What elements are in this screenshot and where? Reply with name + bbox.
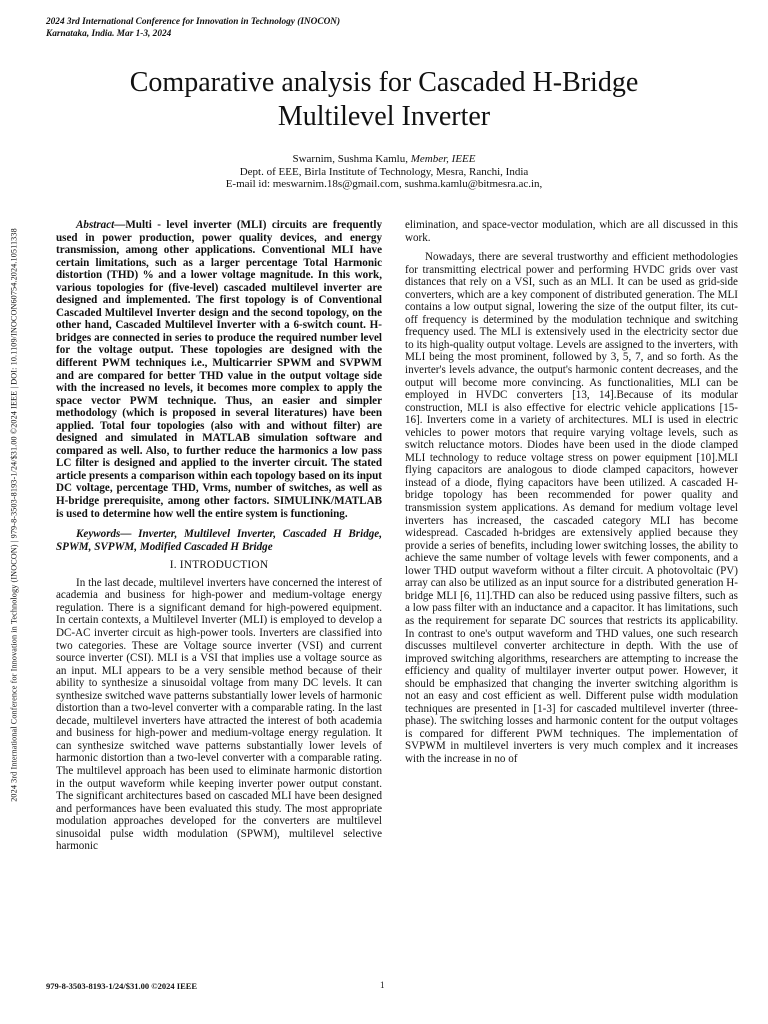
author-names: Swarnim, Sushma Kamlu,: [292, 153, 411, 165]
author-affiliation: Dept. of EEE, Birla Institute of Technology, Mesra, Ranchi, India: [239, 165, 529, 178]
author-role: Member, IEEE: [410, 153, 476, 165]
author-block: [100, 153, 668, 191]
intro-paragraph-2: Nowadays, there are several trustworthy and efficient methodologies for transmitting electrical power and performing HVDC grids over vast distances that rely on a VSI, such as an MLI. It can be used as grid-side converters, which are a key component of distributed generation. The MLI contains a low output signal, lowering the size of the output filter, its cut-off frequency is determined by the modulation technique and switching frequency used. The MLI is extensively used in the electricity sector due to its high-quality output voltage. Levels are assigned to the inverters, with MLI being the most prominent, followed by 3, 5, 7, and so forth. As the inverter's levels advance, the output's harmonic content decreases, and the output will become more convincing. As functionalities, MLI can be employed in HVDC converters [13, 14].Because of its modular construction, MLI is also effective for electric vehicle applications [15-16]. Inverters come in a variety of architectures. MLI is used in electric vehicles to power motors that require varying voltage levels, such as switch reluctance motors. Diodes have been used in the diode clamped MLI technology to reduce voltage stress on power equipment [10].MLI flying capacitors are analogous to diode clamped capacitors, however instead of a diode, flying capacitors have been utilized. A cascaded H-bridge topology has been recommended for power quality and transmission system applications. As demand for medium voltage level inverters has increased, the cascaded category MLI has become widespread. Cascaded h-bridges are extensively applied because they provide a series of benefits, including lower switching losses, the ability to achieve the same number of voltage levels with fewer components, and a lower THD output waveform without a filter circuit. A photovoltaic (PV) array can also be utilized as an input source for a distributed generation H-bridge MLI [6, 11].THD can also be reduced using passive filters, such as a low pass filter with an inductance and a capacitor. It has limitations, such as the requirement for separate DC sources that restricts its applicability. In contrast to one's output waveform and THD values, one such research discusses multilevel converter architecture in depth. With the use of improved switching algorithms, researchers are attempting to increase the efficiency and quality of multilayer inverter output power. However, it should be emphasized that changing the inverter switching algorithm is not an easy and cost efficient as well. Different pulse width modulation techniques are presented in [1-3] for cascaded multilevel inverter (three- phase). The switching losses and harmonic content for the output voltages is compared for different PWM techniques. The implementation of SVPWM in multilevel inverters is very much complex and it increases with the increase in no of: [405, 251, 738, 765]
conference-name: 2024 3rd International Conference for Innovation in Technology (INOCON): [46, 17, 341, 27]
paper-title: [60, 66, 708, 134]
page-number: 1: [380, 980, 385, 990]
title-line-1: Comparative analysis for Cascaded H-Bridge: [129, 67, 639, 98]
doi-sidebar: [2, 180, 26, 850]
right-column: [405, 219, 738, 766]
intro-paragraph-1: In the last decade, multilevel inverters have concerned the interest of academia and business for high-power and medium-voltage energy regulation. There is a significant demand for high-powered equipment. In certain contexts, a Multilevel Inverter (MLI) is employed to develop a DC-AC inverter circuit as high-power tools. Inverters are classified into two categories. These are Voltage source inverter (VSI) and current source inverter (CSI). MLI is a VSI that implies use a voltage source as an input. MLI appears to be a very sensible method because of their ability to synthesize a sinusoidal voltage from many DC levels. It can synthesize switched wave patterns substantially lower levels of harmonic distortion than a two-level converter with a comparable rating. In the last decade, multilevel inverters have attracted the interest of both academia and business for high-power and medium-voltage energy regulation. It can synthesize switched wave patterns substantially lower levels of harmonic distortion than a two-level converter with a comparable rating. The multilevel approach has been used to eliminate harmonic distortion in the output waveform while keeping inverter power output constant. The significant architectures based on cascaded MLI have been designed and performances have been evaluated this study. The most appropriate modulation approaches developed for the converters are multilevel sinusoidal pulse width modulation (SPWM), multilevel selective harmonic: [56, 576, 382, 853]
keywords: Keywords— Inverter, Multilevel Inverter, Cascaded H Bridge, SPWM, SVPWM, Modified Cascaded H Bridge: [56, 528, 382, 553]
conference-header: [46, 17, 340, 40]
intro-paragraph-1-continued: elimination, and space-vector modulation, which are all discussed in this work.: [405, 219, 738, 244]
doi-sidebar-text: 2024 3rd International Conference for Innovation in Technology (INOCON) | 979-8-3503-8193-1/24/$31.00 ©2024 IEEE | DOI: 10.1109/INOCON60754.2024.10511338: [9, 228, 19, 802]
left-column: [56, 219, 382, 853]
author-email: E-mail id: meswarnim.18s@gmail.com, sushma.kamlu@bitmesra.ac.in,: [225, 178, 543, 190]
title-line-2: Multilevel Inverter: [277, 101, 491, 132]
section-heading-introduction: I. INTRODUCTION: [169, 559, 269, 572]
abstract-text: Multi - level inverter (MLI) circuits are frequently used in power production, power quality devices, and energy transmission, among other applications. Conventional MLI have certain limitations, such as a larger percentage Total Harmonic distortion (THD) % and a lower voltage magnitude. In this work, various topologies for (five-level) cascaded multilevel inverter are designed and implemented. The first topology is of Conventional Cascaded Multilevel Inverter design and the second topology, on the other hand, Cascaded Multilevel Inverter with a 6-switch count. H-bridges are connected in series to produce the required number level for the voltage output. These topologies are designed with the different PWM techniques i.e., Multicarrier SPWM and SVPWM and are compared for better THD value in the output voltage side with the increased no levels, it becomes more complex to apply the space vector PWM technique. Thus, an easier and simpler methodology (which is proposed in several literatures) have been applied. Total four topologies (also with and without filter) are designed and simulated in MATLAB simulation software and compared as well. Also, to further reduce the harmonics a low pass LC filter is designed and applied to the inverter circuit. The stated article presents a comparison within each topology based on its input DC voltage, percentage THD, Vrms, number of switches, as well as H-bridge prerequisite, among other factors. SIMULINK/MATLAB is used to determine how well the entire system is functioning.: [56, 219, 382, 520]
abstract-label: Abstract—: [76, 219, 126, 231]
footer-isbn: 979-8-3503-8193-1/24/$31.00 ©2024 IEEE: [46, 981, 198, 991]
author-names-line: [100, 153, 668, 166]
abstract: [56, 219, 382, 520]
conference-location-date: Karnataka, India. Mar 1-3, 2024: [46, 28, 172, 39]
